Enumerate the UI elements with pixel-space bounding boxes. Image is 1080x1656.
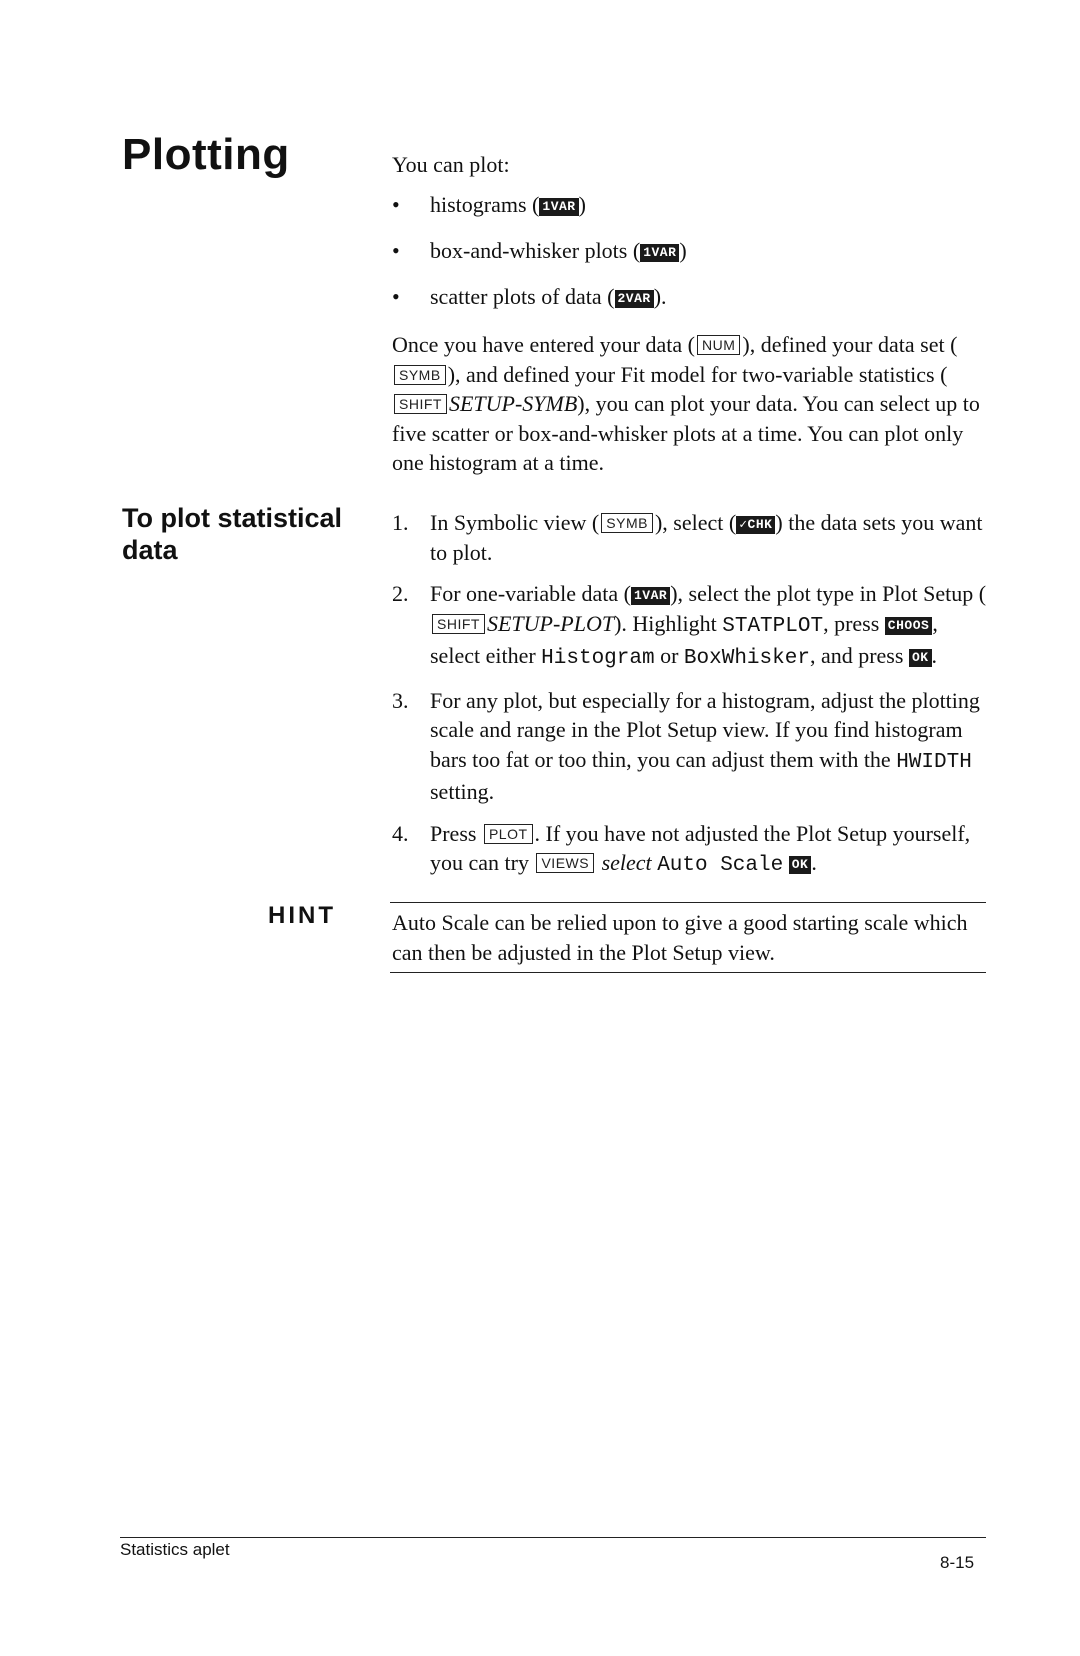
hint-text: Auto Scale can be relied upon to give a good starting scale which can then be adjusted in the Plot Setup view.	[392, 910, 968, 965]
shift-key: SHIFT	[394, 394, 447, 414]
softkey-choose: CHOOS	[885, 617, 933, 635]
hint-label: HINT	[268, 902, 336, 929]
list-item: • scatter plots of data ( 2VAR ).	[392, 282, 992, 328]
intro-paragraph: Once you have entered your data ( NUM ), defined your data set (SYMB ), and defined your Fit model for two-variable statistics (SHIFT SETUP-SYMB), you can plot your data. You can select up to five scatter or box-and-whisker plots at a time. You can plot only one histogram at a time.	[392, 332, 980, 475]
softkey-ok: OK	[909, 649, 932, 667]
steps-list	[392, 508, 992, 893]
num-key: NUM	[697, 335, 740, 355]
list-item: 2. For one-variable data ( 1VAR ), select the plot type in Plot Setup (SHIFT SETUP-PLOT). Highlight STATPLOT, press CHOOS , select either Histogram or BoxWhisker, and press OK .	[392, 581, 987, 670]
plot-types-list	[392, 190, 992, 328]
footer-chapter-title: Statistics aplet	[120, 1540, 230, 1559]
shift-key: SHIFT	[432, 614, 485, 634]
list-item: 1. In Symbolic view ( SYMB ), select ( ✓CHK ) the data sets you want to plot.	[392, 510, 983, 565]
footer-rule	[120, 1537, 986, 1538]
softkey-1var: 1VAR	[640, 244, 679, 262]
plot-key: PLOT	[484, 824, 533, 844]
softkey-1var: 1VAR	[631, 587, 670, 605]
section-heading: To plot statistical data	[122, 503, 343, 565]
softkey-check: ✓CHK	[736, 516, 775, 534]
page-title: Plotting	[122, 130, 290, 179]
softkey-1var: 1VAR	[539, 198, 578, 216]
list-item: 3. For any plot, but especially for a histogram, adjust the plotting scale and range in the Plot Setup view. If you find histogram bars too fat or too thin, you can adjust them with the HWIDTH setting.	[392, 687, 980, 804]
views-key: VIEWS	[536, 853, 594, 873]
symb-key: SYMB	[601, 513, 653, 533]
softkey-2var: 2VAR	[615, 290, 654, 308]
page-number: 8-15	[940, 1553, 975, 1572]
softkey-ok: OK	[789, 856, 812, 874]
symb-key: SYMB	[394, 365, 446, 385]
hint-top-rule	[390, 902, 986, 903]
intro-text: You can plot:	[392, 152, 510, 177]
hint-bottom-rule	[390, 972, 986, 973]
list-item: 4. Press PLOT . If you have not adjusted the Plot Setup yourself, you can try VIEWS select Auto Scale OK .	[392, 820, 971, 877]
list-item: • box-and-whisker plots ( 1VAR )	[392, 236, 992, 282]
list-item: • histograms ( 1VAR )	[392, 190, 992, 236]
